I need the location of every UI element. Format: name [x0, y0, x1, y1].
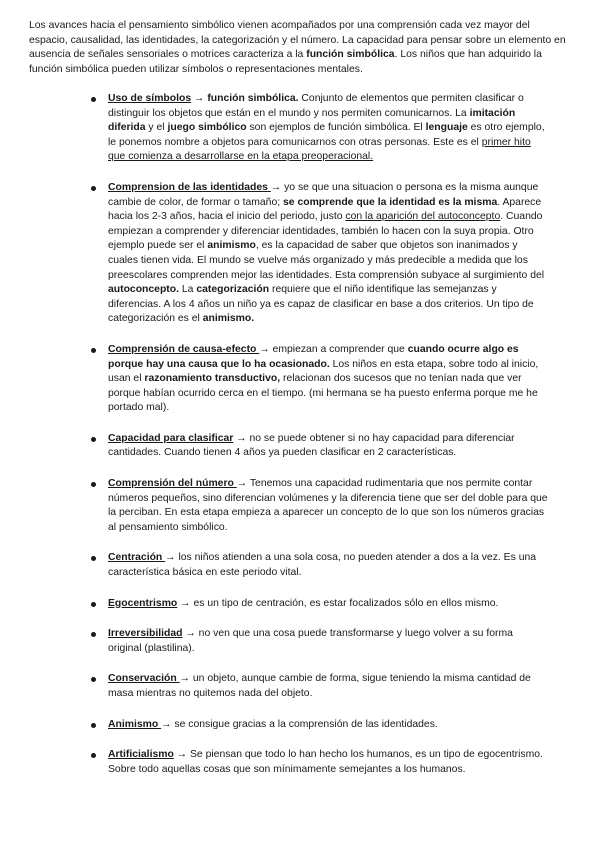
- body-text: La: [179, 284, 197, 296]
- list-item-egocentrismo: [0, 597, 548, 612]
- term-heading: Uso de símbolos: [108, 93, 192, 104]
- body-text: Los niños en esta etapa, sobre todo al inicio, usan el: [108, 358, 539, 385]
- body-text: → se consigue gracias a la comprensión de las identidades.: [161, 718, 438, 730]
- list-item-numero: [0, 477, 548, 535]
- body-text: . Cuando empiezan a comprender y diferenciar identidades, también lo hacen con la suya propia. Otro ejemplo puede ser el: [108, 211, 543, 252]
- term-heading: Artificialismo: [108, 749, 174, 761]
- arrow-text: →: [191, 93, 208, 104]
- bold-phrase: animismo: [207, 240, 256, 252]
- body-text: relacionan dos sucesos que no tenían nada que ver porque habían ocurrido cerca en el tiempo. (mi hermana se ha puesto enferma porque me he portado mal).: [108, 373, 538, 414]
- bold-phrase: razonamiento transductivo,: [144, 373, 281, 385]
- body-text: requiere que el niño identifique las semejanzas y diferencias. A los 4 años un niño ya es capaz de clasificar en base a dos criterios. Un tipo de categorización es el: [108, 284, 534, 325]
- list-item-identidades: [0, 181, 548, 327]
- intro-bold-term: función simbólica: [306, 49, 395, 61]
- body-text: Conjunto de elementos que permiten clasificar o distinguir los objetos que están en el mundo y nos permiten comunicarnos. La: [108, 93, 524, 119]
- bold-phrase: lenguaje: [425, 122, 468, 134]
- list-item-conservacion: [0, 672, 548, 701]
- body-text: → Tenemos una capacidad rudimentaria que nos permite contar números pequeños, sino diferencian volúmenes y la diferencia tiene que ser del doble para que la perciban. En esta etapa empieza a aparecer un concepto de lo que son los números gracias al pensamiento simbólico.: [108, 478, 548, 533]
- term-heading: Comprensión de causa-efecto: [108, 343, 260, 355]
- list-item-animismo: [0, 718, 548, 733]
- term-heading: Animismo: [108, 718, 162, 730]
- term-heading: Centración: [108, 552, 166, 564]
- bold-phrase: función simbólica.: [207, 93, 299, 104]
- underlined-phrase: con la aparición del autoconcepto: [345, 211, 501, 223]
- term-heading: Egocentrismo: [108, 597, 178, 609]
- bold-phrase: autoconcepto.: [108, 284, 180, 296]
- list-item-irreversibilidad: [0, 627, 548, 656]
- bold-phrase: imitación diferida: [108, 107, 516, 134]
- list-item-uso-simbolos: [0, 92, 548, 165]
- body-text: → no ven que una cosa puede transformarse y luego volver a su forma original (plastilina).: [108, 628, 513, 654]
- body-text: → es un tipo de centración, es estar focalizados sólo en ellos mismo.: [177, 597, 499, 609]
- underlined-phrase: primer hito que comienza a desarrollarse en la etapa preoperacional.: [108, 136, 531, 163]
- concept-list: [0, 92, 600, 793]
- body-text: → yo se que una situacion o persona es la misma aunque cambie de color, de formar o tamaño;: [108, 181, 539, 208]
- term-heading: Comprension de las identidades: [108, 181, 271, 193]
- bold-phrase: animismo.: [202, 313, 255, 325]
- bold-phrase: categorización: [196, 284, 270, 296]
- intro-text-end: . Los niños que han adquirido la función simbólica pueden utilizar símbolos o representaciones mentales.: [29, 49, 542, 75]
- bold-phrase: se comprende que la identidad es la misma: [283, 196, 498, 208]
- intro-text: Los avances hacia el pensamiento simbólico vienen acompañados por una comprensión cada vez mayor del espacio, causalidad, las identidades, la categorización y el número. La capacidad para pensar sobre un elemento en ausencia de señales sensoriales o motrices caracteriza a la: [29, 20, 566, 61]
- body-text: → empiezan a comprender que: [259, 343, 408, 355]
- list-item-clasificar: [0, 432, 548, 461]
- term-heading: Irreversibilidad: [108, 628, 183, 640]
- body-text: , es la capacidad de saber que objetos son inanimados y cuales tienen vida. El mundo se vuelve más organizado y más predecible a medida que los preescolares comprenden mejor las identidades. Esta comprensión subyace al surgimiento del: [108, 240, 545, 281]
- body-text: . Aparece hacia los 2-3 años, hacia el inicio del periodo, justo: [108, 196, 542, 223]
- bold-phrase: juego simbólico: [167, 122, 247, 134]
- intro-paragraph: [29, 19, 569, 77]
- body-text: → Se piensan que todo lo han hecho los humanos, es un tipo de egocentrismo. Sobre todo aquellas cosas que son mínimamente semejantes a los humanos.: [108, 749, 543, 775]
- term-heading: Conservación: [108, 673, 180, 685]
- list-item-centracion: [0, 551, 548, 580]
- body-text: → un objeto, aunque cambie de forma, sigue teniendo la misma cantidad de masa mientras no quitemos nada del objeto.: [108, 673, 531, 699]
- body-text: → no se puede obtener si no hay capacidad para diferenciar cantidades. Cuando tienen 4 años ya pueden clasificar en 2 características.: [108, 432, 515, 459]
- term-heading: Capacidad para clasificar: [108, 432, 234, 444]
- list-item-artificialismo: [0, 748, 548, 777]
- body-text: → los niños atienden a una sola cosa, no pueden atender a dos a la vez. Es una característica básica en este periodo vital.: [108, 552, 537, 579]
- bold-phrase: cuando ocurre algo es porque hay una causa que lo ha ocasionado.: [108, 343, 519, 370]
- body-text: es otro ejemplo, le ponemos nombre a objetos para comunicarnos con otras personas. Este es el: [108, 122, 545, 148]
- list-item-causa-efecto: [0, 343, 548, 416]
- term-heading: Comprensión del número: [108, 478, 237, 490]
- body-text: son ejemplos de función simbólica. El: [246, 122, 426, 134]
- body-text: y el: [145, 122, 168, 134]
